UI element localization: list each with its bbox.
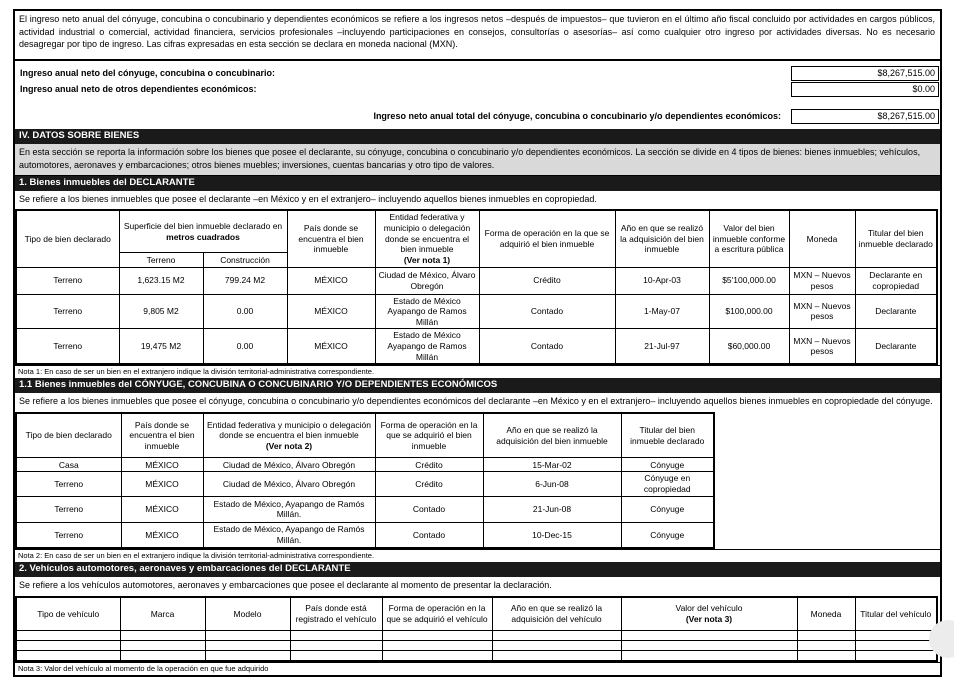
- table-cell: [382, 651, 492, 661]
- table-cell: 799.24 M2: [203, 267, 287, 294]
- superficie-bold-text: metros cuadrados: [166, 231, 240, 242]
- table-cell: [205, 651, 290, 661]
- entidad-text: Entidad federativa y municipio o delegación donde se encuentra el bien inmueble: [207, 419, 371, 441]
- table-cell: Contado: [375, 496, 483, 522]
- table-cell: [290, 641, 382, 651]
- table-cell: [855, 631, 937, 641]
- table-cell: Estado de México Ayapango de Ramos Millán: [375, 329, 479, 364]
- table-row: [16, 267, 937, 294]
- table-row: [16, 522, 714, 548]
- table-cell: MÉXICO: [121, 472, 203, 496]
- table-cell: MÉXICO: [121, 522, 203, 548]
- table-cell: Cónyuge: [621, 496, 714, 522]
- col-header-anio: Año en que se realizó la adquisición del bien inmueble: [615, 210, 709, 267]
- col-header-valor-vehiculo: [621, 597, 797, 631]
- table-cell: 15-Mar-02: [483, 458, 621, 472]
- table-cell: Contado: [479, 329, 615, 364]
- section-iv-description: En esta sección se reporta la información sobre los bienes que posee el declarante, su cónyuge, concubina o concubinario y/o dependientes económicos. La sección se divide en 4 tipos de bienes: bienes inmuebles; vehículos, automotores, aeronaves y embarcaciones; otros bienes muebles; inversiones, cuentas bancarias y otro tipo de valores.: [15, 144, 940, 176]
- section-1-header: 1. Bienes inmuebles del DECLARANTE: [15, 176, 940, 191]
- table-cell: Declarante en copropiedad: [855, 267, 937, 294]
- superficie-text: Superficie del bien inmueble declarado en: [123, 221, 283, 232]
- table-cell: [16, 631, 120, 641]
- table-cell: $60,000.00: [709, 329, 789, 364]
- col-header-pais: País donde se encuentra el bien inmueble: [121, 413, 203, 458]
- table-cell: [382, 631, 492, 641]
- col-header-modelo: Modelo: [205, 597, 290, 631]
- table-cell: Contado: [479, 294, 615, 329]
- table-cell: [797, 641, 855, 651]
- table-cell: [621, 651, 797, 661]
- section-1-1-header: 1.1 Bienes inmuebles del CÓNYUGE, CONCUBINA O CONCUBINARIO Y/O DEPENDIENTES ECONÓMICOS: [15, 378, 940, 393]
- section-2-header: 2. Vehículos automotores, aeronaves y embarcaciones del DECLARANTE: [15, 562, 940, 577]
- intro-paragraph: El ingreso neto anual del cónyuge, concubina o concubinario y dependientes económicos se refiere a los ingresos netos –después de impuestos– que tuvieron en el último año fiscal concluido por actividades en cargos públicos, actividad industrial o comercial, actividad financiera, servicios profesionales –incluyendo participaciones en consejos, consultorías o asesorías– así como cualquier otro ingreso por actividades diversas. No es necesario desagregar por tipo de ingreso. Las cifras expresadas en esta sección se declara en moneda nacional (MXN).: [15, 11, 940, 61]
- dependents-income-row: [15, 82, 940, 97]
- table-cell: Crédito: [375, 472, 483, 496]
- valor-note-ref: (Ver nota 3): [685, 614, 733, 624]
- empty-table-row: [16, 641, 937, 651]
- col-header-forma: Forma de operación en la que se adquirió el bien inmueble: [375, 413, 483, 458]
- table-cell: [492, 651, 621, 661]
- declaration-document: [13, 9, 942, 677]
- col-header-pais: País donde se encuentra el bien inmueble: [287, 210, 375, 267]
- table-cell: Contado: [375, 522, 483, 548]
- section-1-1-description: Se refiere a los bienes inmuebles que posee el cónyuge, concubina o concubinario y/o dependientes económicos del declarante –en México y en el extranjero– incluyendo aquellos bienes inmuebles en copropiedade del cónyuge.: [19, 396, 933, 407]
- table-row: [16, 329, 937, 364]
- table-cell: [492, 631, 621, 641]
- table-cell: Ciudad de México, Álvaro Obregón: [203, 472, 375, 496]
- col-header-titular: Titular del bien inmueble declarado: [621, 413, 714, 458]
- table-cell: [16, 641, 120, 651]
- col-header-anio: Año en que se realizó la adquisición del vehículo: [492, 597, 621, 631]
- note-2: Nota 2: En caso de ser un bien en el extranjero indique la división territorial-administrativa correspondiente.: [15, 549, 940, 562]
- table-cell: Terreno: [16, 294, 119, 329]
- table-cell: Terreno: [16, 267, 119, 294]
- col-header-valor: Valor del bien inmueble conforme a escritura pública: [709, 210, 789, 267]
- table-cell: [120, 631, 205, 641]
- table-cell: 10-Dec-15: [483, 522, 621, 548]
- table-cell: Terreno: [16, 522, 121, 548]
- table-cell: Cónyuge en copropiedad: [621, 472, 714, 496]
- col-header-superficie: [119, 210, 287, 252]
- col-header-entidad: [203, 413, 375, 458]
- table-cell: 19,475 M2: [119, 329, 203, 364]
- income-section: [15, 61, 940, 129]
- entidad-text: Entidad federativa y municipio o delegación donde se encuentra el bien inmueble: [383, 212, 471, 255]
- table-cell: Estado de México, Ayapango de Ramós Millán.: [203, 522, 375, 548]
- table-cell: Estado de México Ayapango de Ramos Millán: [375, 294, 479, 329]
- dependents-income-label: Ingreso anual neto de otros dependientes económicos:: [20, 84, 257, 95]
- spouse-income-label: Ingreso anual neto del cónyuge, concubina o concubinario:: [20, 68, 276, 79]
- table-row: [16, 496, 714, 522]
- table-cell: MÉXICO: [121, 458, 203, 472]
- table-cell: [382, 641, 492, 651]
- table-cell: MXN – Nuevos pesos: [789, 294, 855, 329]
- col-header-titular: Titular del vehículo: [855, 597, 937, 631]
- table-cell: MXN – Nuevos pesos: [789, 329, 855, 364]
- col-header-tipo-bien: Tipo de bien declarado: [16, 413, 121, 458]
- col-header-marca: Marca: [120, 597, 205, 631]
- col-header-anio: Año en que se realizó la adquisición del bien inmueble: [483, 413, 621, 458]
- table-cell: 6-Jun-08: [483, 472, 621, 496]
- table-cell: [290, 651, 382, 661]
- col-header-forma: Forma de operación en la que se adquirió el bien inmueble: [479, 210, 615, 267]
- table-cell: [797, 631, 855, 641]
- total-income-row: [15, 109, 940, 124]
- table-row: [16, 294, 937, 329]
- valor-text: Valor del vehículo: [675, 603, 743, 614]
- table-cell: 9,805 M2: [119, 294, 203, 329]
- table-cell: 21-Jul-97: [615, 329, 709, 364]
- table-cell: Crédito: [479, 267, 615, 294]
- table-cell: Ciudad de México, Álvaro Obregón: [203, 458, 375, 472]
- table-row: [16, 472, 714, 496]
- table-cell: [621, 631, 797, 641]
- col-header-entidad: [375, 210, 479, 267]
- total-income-label: Ingreso neto anual total del cónyuge, concubina o concubinario y/o dependientes económicos:: [373, 111, 781, 122]
- table-cell: MXN – Nuevos pesos: [789, 267, 855, 294]
- table-cell: [205, 631, 290, 641]
- col-header-forma: Forma de operación en la que se adquirió el vehículo: [382, 597, 492, 631]
- table-cell: Cónyuge: [621, 522, 714, 548]
- table-cell: Terreno: [16, 329, 119, 364]
- empty-table-row: [16, 631, 937, 641]
- entidad-note-ref: (Ver nota 2): [265, 440, 313, 451]
- subcol-header-construccion: Construcción: [203, 253, 287, 267]
- table-cell: 10-Apr-03: [615, 267, 709, 294]
- table-cell: [120, 641, 205, 651]
- table-cell: [290, 631, 382, 641]
- col-header-tipo-vehiculo: Tipo de vehículo: [16, 597, 120, 631]
- table-cell: [855, 641, 937, 651]
- table-cell: MÉXICO: [287, 294, 375, 329]
- table-cell: 0.00: [203, 329, 287, 364]
- table-cell: [621, 641, 797, 651]
- subcol-header-terreno: Terreno: [119, 253, 203, 267]
- table-cell: Terreno: [16, 472, 121, 496]
- table-cell: [797, 651, 855, 661]
- table-cell: Declarante: [855, 329, 937, 364]
- note-1: Nota 1: En caso de ser un bien en el extranjero indique la división territorial-administrativa correspondiente.: [15, 365, 940, 378]
- spouse-income-row: [15, 66, 940, 81]
- table-cell: $5'100,000.00: [709, 267, 789, 294]
- table-cell: [16, 651, 120, 661]
- col-header-moneda: Moneda: [789, 210, 855, 267]
- col-header-pais-registro: País donde está registrado el vehículo: [290, 597, 382, 631]
- col-header-tipo-bien: Tipo de bien declarado: [16, 210, 119, 267]
- section-1-description: Se refiere a los bienes inmuebles que posee el declarante –en México y en el extranjero– incluyendo aquellos bienes inmuebles en copropiedad.: [19, 193, 597, 204]
- table-cell: MÉXICO: [287, 267, 375, 294]
- entidad-note-ref: (Ver nota 1): [403, 254, 451, 265]
- table-cell: 0.00: [203, 294, 287, 329]
- table-cell: [120, 651, 205, 661]
- col-header-titular: Titular del bien inmueble declarado: [855, 210, 937, 267]
- table-cell: 1-May-07: [615, 294, 709, 329]
- table-cell: Estado de México, Ayapango de Ramós Millán.: [203, 496, 375, 522]
- note-3: Nota 3: Valor del vehículo al momento de la operación en que fue adquirido: [15, 662, 940, 675]
- table-cell: [492, 641, 621, 651]
- table-cell: 21-Jun-08: [483, 496, 621, 522]
- table-cell: Terreno: [16, 496, 121, 522]
- spouse-income-value-box: $8,267,515.00: [791, 66, 939, 81]
- table-row: [16, 458, 714, 472]
- empty-table-row: [16, 651, 937, 661]
- table-cell: Crédito: [375, 458, 483, 472]
- spouse-real-estate-table: [15, 412, 715, 549]
- table-cell: MÉXICO: [121, 496, 203, 522]
- dependents-income-value-box: $0.00: [791, 82, 939, 97]
- section-iv-header: IV. DATOS SOBRE BIENES: [15, 129, 940, 144]
- declarant-real-estate-table: [15, 209, 938, 365]
- table-cell: MÉXICO: [287, 329, 375, 364]
- table-cell: 1,623.15 M2: [119, 267, 203, 294]
- table-cell: $100,000.00: [709, 294, 789, 329]
- table-cell: Ciudad de México, Álvaro Obregón: [375, 267, 479, 294]
- table-cell: [855, 651, 937, 661]
- table-cell: Casa: [16, 458, 121, 472]
- col-header-moneda: Moneda: [797, 597, 855, 631]
- section-2-description: Se refiere a los vehículos automotores, aeronaves y embarcaciones que posee el declarante al momento de presentar la declaración.: [19, 580, 552, 591]
- total-income-value-box: $8,267,515.00: [791, 109, 939, 124]
- table-cell: Declarante: [855, 294, 937, 329]
- table-cell: [205, 641, 290, 651]
- table-cell: Cónyuge: [621, 458, 714, 472]
